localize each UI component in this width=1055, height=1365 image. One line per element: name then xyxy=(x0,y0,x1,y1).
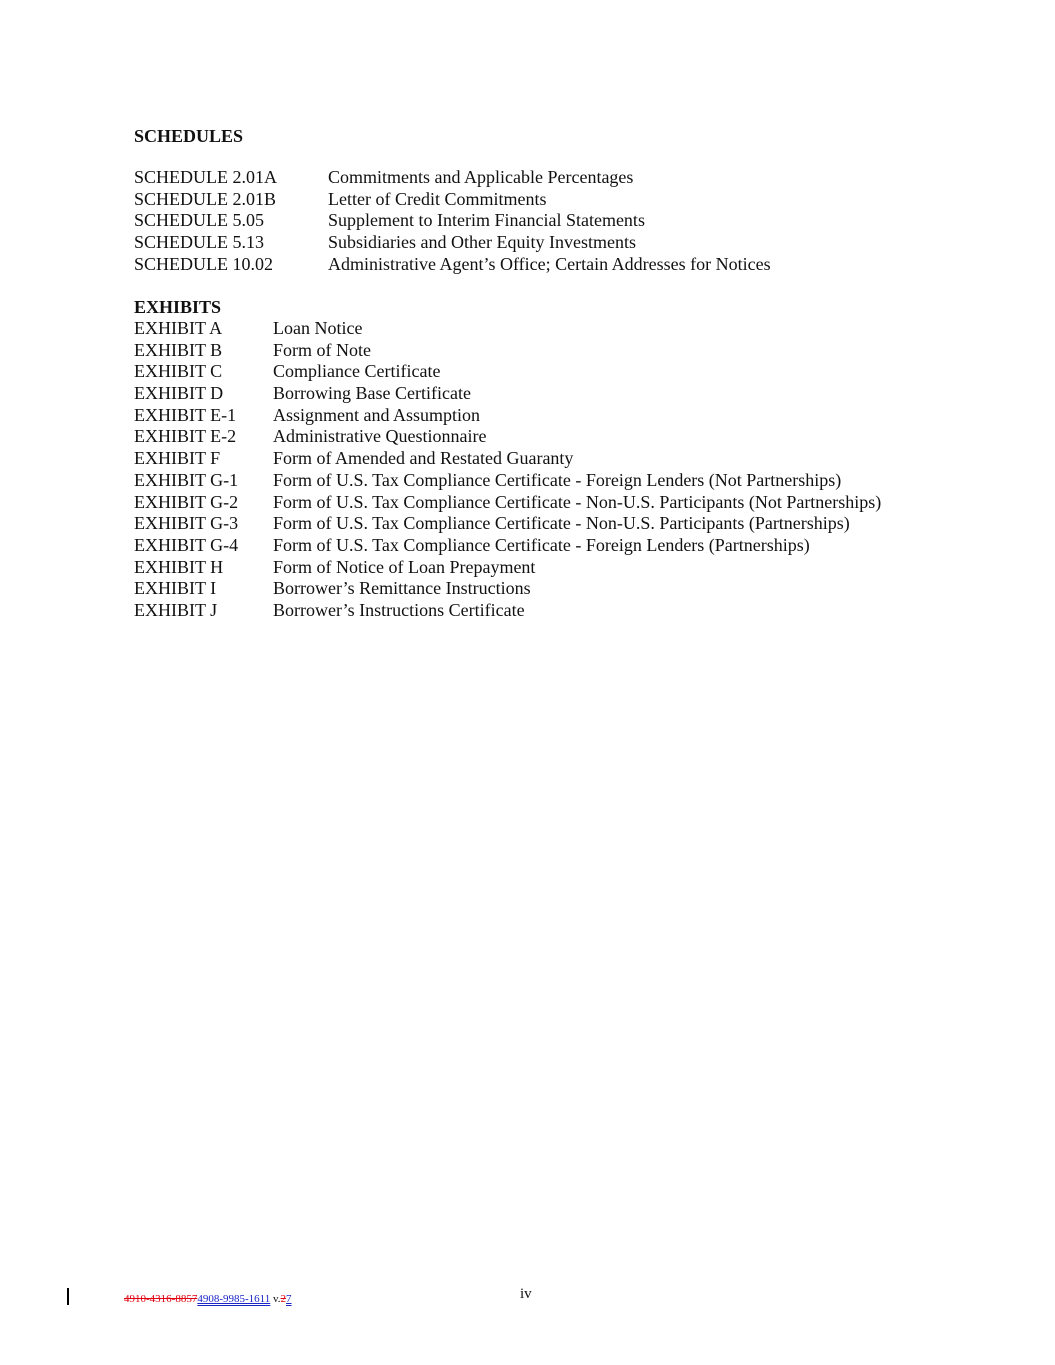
exhibit-description: Administrative Questionnaire xyxy=(273,426,487,447)
exhibit-description: Form of U.S. Tax Compliance Certificate - Non-U.S. Participants (Not Partnerships) xyxy=(273,491,882,512)
schedule-code: SCHEDULE 10.02 xyxy=(134,253,273,274)
schedule-description: Commitments and Applicable Percentages xyxy=(328,167,634,187)
exhibit-description: Form of Note xyxy=(273,339,371,360)
revision-change-bar xyxy=(67,1288,69,1305)
schedule-description: Supplement to Interim Financial Statements xyxy=(328,210,645,231)
exhibit-code: EXHIBIT E-1 xyxy=(134,404,237,425)
deleted-version: 2 xyxy=(280,1293,287,1305)
exhibit-description: Borrowing Base Certificate xyxy=(273,383,471,404)
deleted-doc-id: 4910-4316-8857 xyxy=(124,1293,198,1305)
inserted-doc-id: 4908-9985-1611 xyxy=(197,1293,271,1305)
exhibit-code: EXHIBIT G-1 xyxy=(134,469,239,490)
document-id-footer xyxy=(124,1292,292,1306)
exhibits-heading: EXHIBITS xyxy=(134,297,222,317)
page-number: iv xyxy=(520,1286,532,1302)
exhibit-description: Form of Notice of Loan Prepayment xyxy=(273,556,536,577)
exhibit-code: EXHIBIT C xyxy=(134,361,223,382)
exhibit-description: Form of Amended and Restated Guaranty xyxy=(273,448,574,469)
exhibit-description: Compliance Certificate xyxy=(273,361,441,382)
schedule-code: SCHEDULE 2.01A xyxy=(134,167,277,187)
inserted-version: 7 xyxy=(286,1293,292,1305)
exhibit-code: EXHIBIT G-2 xyxy=(134,491,239,512)
schedule-code: SCHEDULE 2.01B xyxy=(134,188,277,209)
exhibit-code: EXHIBIT G-3 xyxy=(134,513,239,534)
exhibit-description: Borrower’s Instructions Certificate xyxy=(273,599,525,620)
schedule-description: Letter of Credit Commitments xyxy=(328,188,547,209)
schedule-description: Administrative Agent’s Office; Certain Addresses for Notices xyxy=(328,253,771,274)
exhibit-description: Borrower’s Remittance Instructions xyxy=(273,578,531,599)
exhibit-description: Form of U.S. Tax Compliance Certificate - Foreign Lenders (Not Partnerships) xyxy=(273,469,842,490)
schedule-code: SCHEDULE 5.13 xyxy=(134,232,264,253)
exhibit-code: EXHIBIT D xyxy=(134,383,224,404)
exhibit-code: EXHIBIT B xyxy=(134,339,223,360)
exhibit-description: Form of U.S. Tax Compliance Certificate - Foreign Lenders (Partnerships) xyxy=(273,534,810,555)
exhibit-code: EXHIBIT A xyxy=(134,318,223,338)
exhibit-code: EXHIBIT G-4 xyxy=(134,534,239,555)
exhibit-code: EXHIBIT H xyxy=(134,556,224,577)
exhibit-code: EXHIBIT F xyxy=(134,448,221,469)
schedule-code: SCHEDULE 5.05 xyxy=(134,210,264,231)
exhibit-code: EXHIBIT I xyxy=(134,578,217,599)
schedules-heading: SCHEDULES xyxy=(134,126,244,146)
exhibit-code: EXHIBIT E-2 xyxy=(134,426,237,447)
exhibit-description: Assignment and Assumption xyxy=(273,404,481,425)
version-prefix: v. xyxy=(270,1293,281,1305)
schedule-description: Subsidiaries and Other Equity Investments xyxy=(328,232,636,253)
exhibit-code: EXHIBIT J xyxy=(134,599,218,620)
exhibit-description: Loan Notice xyxy=(273,318,363,338)
exhibit-description: Form of U.S. Tax Compliance Certificate - Non-U.S. Participants (Partnerships) xyxy=(273,513,850,534)
